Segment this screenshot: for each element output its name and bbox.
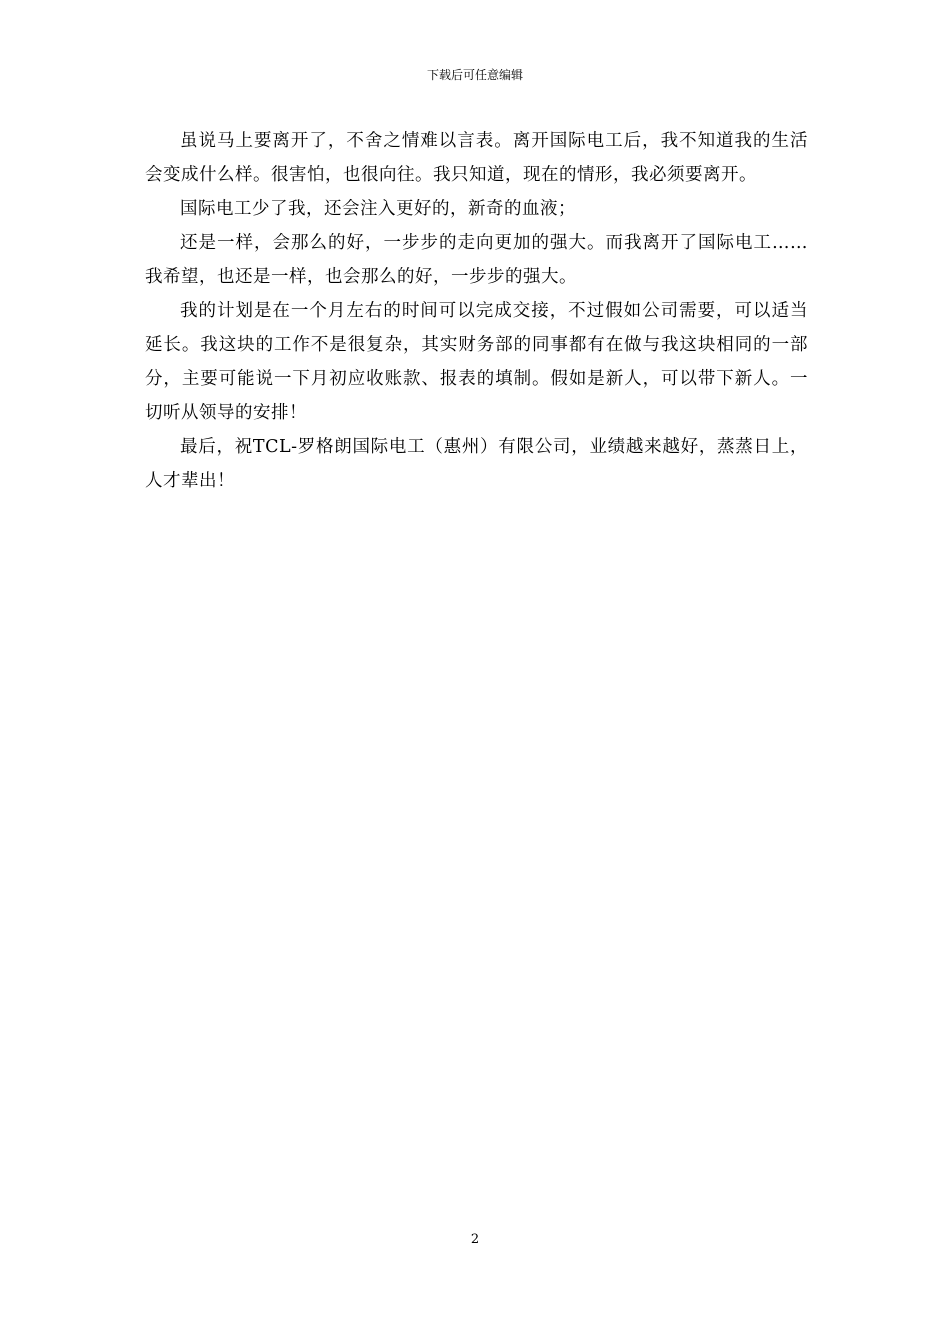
document-body [145, 124, 808, 498]
paragraph-3: 还是一样，会那么的好，一步步的走向更加的强大。而我离开了国际电工……我希望，也还是一样，也会那么的好，一步步的强大。 [145, 233, 808, 287]
paragraph-2: 国际电工少了我，还会注入更好的，新奇的血液； [180, 199, 576, 219]
page-header: 下载后可任意编辑 [426, 68, 523, 82]
page-number: 2 [470, 1232, 480, 1247]
paragraph-5: 最后，祝TCL-罗格朗国际电工（惠州）有限公司，业绩越来越好，蒸蒸日上，人才辈出！ [145, 437, 808, 491]
paragraph-1: 虽说马上要离开了，不舍之情难以言表。离开国际电工后，我不知道我的生活会变成什么样。很害怕，也很向往。我只知道，现在的情形，我必须要离开。 [145, 131, 808, 185]
paragraph-4: 我的计划是在一个月左右的时间可以完成交接，不过假如公司需要，可以适当延长。我这块的工作不是很复杂，其实财务部的同事都有在做与我这块相同的一部分，主要可能说一下月初应收账款、报表的填制。假如是新人，可以带下新人。一切听从领导的安排！ [145, 301, 808, 423]
